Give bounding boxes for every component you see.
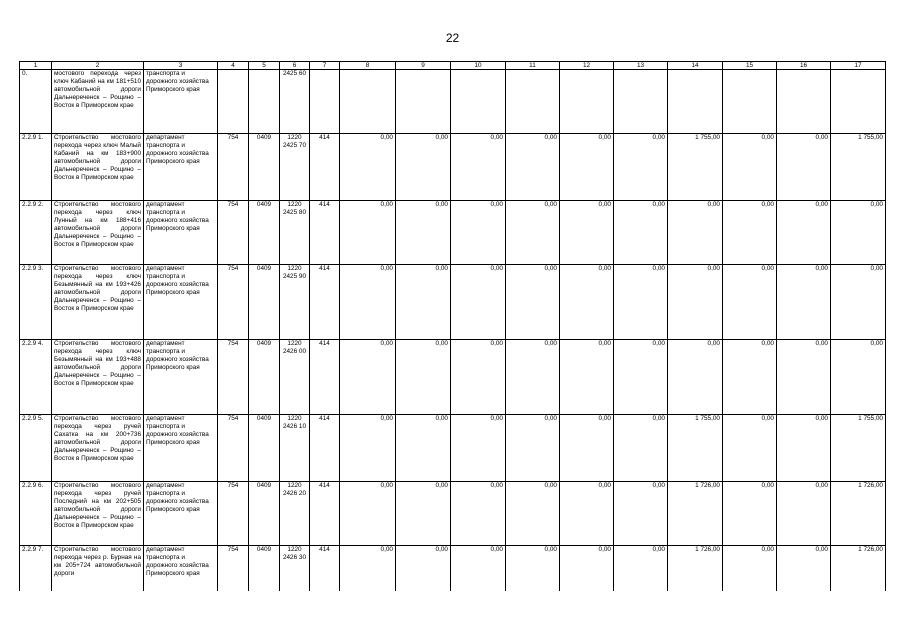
table-row [20,482,886,546]
amount-cell: 0,00 [723,265,777,340]
code-cell [310,70,340,134]
amount-cell [831,70,886,134]
amount-cell: 0,00 [831,340,886,415]
amount-cell: 0,00 [396,201,451,265]
amount-cell: 0,00 [831,201,886,265]
amount-cell: 0,00 [506,415,560,482]
amount-cell: 0,00 [614,134,668,201]
measure-name-cell: Строительство мостового перехода через ручей Сахатка на км 200+736 автомобильной дороги Дальнереченск – Рощино – Восток в Приморском крае [52,415,144,482]
organization-cell: департамент транспорта и дорожного хозяйства Приморского края [144,415,218,482]
amount-cell: 0,00 [340,546,396,591]
amount-cell: 0,00 [396,546,451,591]
amount-cell: 0,00 [451,546,506,591]
budget-table [19,61,886,591]
code-cell: 0409 [249,415,280,482]
amount-cell: 0,00 [396,482,451,546]
amount-cell: 0,00 [506,482,560,546]
amount-cell: 0,00 [506,546,560,591]
amount-cell: 0,00 [560,546,614,591]
amount-cell: 0,00 [451,340,506,415]
code-cell: 1220 2426 20 [280,482,310,546]
amount-cell [777,70,831,134]
amount-cell: 0,00 [506,265,560,340]
table-row [20,134,886,201]
column-header: 12 [560,62,614,70]
amount-cell: 0,00 [451,482,506,546]
column-header: 16 [777,62,831,70]
organization-cell: департамент транспорта и дорожного хозяйства Приморского края [144,340,218,415]
amount-cell [451,70,506,134]
code-cell: 0409 [249,134,280,201]
code-cell: 414 [310,415,340,482]
column-header: 11 [506,62,560,70]
amount-cell: 0,00 [723,201,777,265]
amount-cell: 0,00 [506,201,560,265]
organization-cell: департамент транспорта и дорожного хозяйства Приморского края [144,546,218,591]
amount-cell: 0,00 [560,340,614,415]
row-number-cell: 2.2.9 1. [20,134,52,201]
code-cell: 0409 [249,546,280,591]
column-header: 17 [831,62,886,70]
amount-cell: 0,00 [560,482,614,546]
code-cell: 0409 [249,482,280,546]
amount-cell: 1 755,00 [831,415,886,482]
column-header: 9 [396,62,451,70]
code-cell: 414 [310,482,340,546]
organization-cell: транспорта и дорожного хозяйства Приморского края [144,70,218,134]
code-cell: 754 [218,340,249,415]
code-cell: 0409 [249,340,280,415]
amount-cell: 0,00 [340,265,396,340]
row-number-cell: 2.2.9 6. [20,482,52,546]
amount-cell: 0,00 [560,265,614,340]
amount-cell: 0,00 [506,134,560,201]
code-cell: 2425 60 [280,70,310,134]
amount-cell: 0,00 [506,340,560,415]
amount-cell: 0,00 [723,482,777,546]
amount-cell: 0,00 [451,201,506,265]
amount-cell [396,70,451,134]
amount-cell: 0,00 [396,134,451,201]
code-cell: 1220 2425 80 [280,201,310,265]
amount-cell: 0,00 [451,134,506,201]
table-row [20,546,886,591]
amount-cell: 0,00 [777,265,831,340]
code-cell: 754 [218,134,249,201]
row-number-cell: 2.2.9 3. [20,265,52,340]
amount-cell: 0,00 [340,201,396,265]
column-header: 10 [451,62,506,70]
row-number-cell: 2.2.9 5. [20,415,52,482]
code-cell: 1220 2425 90 [280,265,310,340]
code-cell: 754 [218,482,249,546]
measure-name-cell: Строительство мостового перехода через ключ Безымянный на км 193+488 автомобильной дороги Дальнереченск – Рощино – Восток в Приморском крае [52,340,144,415]
amount-cell: 1 726,00 [668,546,723,591]
column-number-row [20,62,886,70]
column-header: 6 [280,62,310,70]
organization-cell: департамент транспорта и дорожного хозяйства Приморского края [144,482,218,546]
amount-cell: 0,00 [668,340,723,415]
table-row [20,70,886,134]
row-number-cell: 0. [20,70,52,134]
amount-cell: 0,00 [340,134,396,201]
row-number-cell: 2.2.9 2. [20,201,52,265]
amount-cell: 0,00 [723,134,777,201]
amount-cell [723,70,777,134]
amount-cell: 0,00 [777,201,831,265]
amount-cell: 0,00 [560,201,614,265]
code-cell [249,70,280,134]
code-cell: 1220 2426 30 [280,546,310,591]
amount-cell: 0,00 [614,340,668,415]
amount-cell: 0,00 [614,546,668,591]
column-header: 5 [249,62,280,70]
measure-name-cell: мостового перехода через ключ Кабаний на км 181+510 автомобильной дороги Дальнереченск – Рощино – Восток в Приморском крае [52,70,144,134]
amount-cell: 1 755,00 [831,134,886,201]
code-cell: 0409 [249,201,280,265]
amount-cell: 0,00 [668,265,723,340]
amount-cell: 0,00 [396,340,451,415]
amount-cell: 0,00 [668,201,723,265]
amount-cell: 0,00 [396,265,451,340]
amount-cell: 0,00 [614,415,668,482]
row-number-cell: 2.2.9 4. [20,340,52,415]
code-cell: 0409 [249,265,280,340]
amount-cell: 0,00 [451,415,506,482]
amount-cell: 0,00 [396,415,451,482]
measure-name-cell: Строительство мостового перехода через р. Бурная на км 205+724 автомобильной дороги [52,546,144,591]
table-row [20,415,886,482]
amount-cell: 0,00 [560,415,614,482]
column-header: 1 [20,62,52,70]
code-cell: 414 [310,546,340,591]
measure-name-cell: Строительство мостового перехода через ключ Лунный на км 188+416 автомобильной дороги Дальнереченск – Рощино – Восток в Приморском крае [52,201,144,265]
amount-cell: 0,00 [777,134,831,201]
measure-name-cell: Строительство мостового перехода через ключ Безымянный на км 193+426 автомобильной дороги Дальнереченск – Рощино – Восток в Приморском крае [52,265,144,340]
amount-cell: 0,00 [723,546,777,591]
amount-cell: 0,00 [340,415,396,482]
code-cell: 414 [310,340,340,415]
table-row [20,265,886,340]
amount-cell: 0,00 [777,546,831,591]
amount-cell [506,70,560,134]
column-header: 14 [668,62,723,70]
amount-cell: 0,00 [777,482,831,546]
code-cell: 754 [218,546,249,591]
code-cell: 1220 2426 10 [280,415,310,482]
amount-cell: 1 726,00 [831,482,886,546]
organization-cell: департамент транспорта и дорожного хозяйства Приморского края [144,134,218,201]
column-header: 3 [144,62,218,70]
amount-cell: 1 755,00 [668,134,723,201]
amount-cell: 0,00 [451,265,506,340]
amount-cell: 0,00 [614,265,668,340]
amount-cell: 0,00 [560,134,614,201]
code-cell [218,70,249,134]
code-cell: 754 [218,201,249,265]
code-cell: 754 [218,265,249,340]
table-row [20,340,886,415]
amount-cell: 0,00 [340,340,396,415]
code-cell: 414 [310,134,340,201]
amount-cell [668,70,723,134]
amount-cell [614,70,668,134]
organization-cell: департамент транспорта и дорожного хозяйства Приморского края [144,201,218,265]
amount-cell: 0,00 [723,340,777,415]
code-cell: 1220 2426 00 [280,340,310,415]
code-cell: 414 [310,265,340,340]
amount-cell: 0,00 [614,482,668,546]
measure-name-cell: Строительство мостового перехода через ключ Малый Кабаний на км 183+900 автомобильной дороги Дальнереченск – Рощино – Восток в Приморском крае [52,134,144,201]
amount-cell: 1 726,00 [668,482,723,546]
amount-cell: 1 726,00 [831,546,886,591]
code-cell: 414 [310,201,340,265]
code-cell: 1220 2425 70 [280,134,310,201]
column-header: 4 [218,62,249,70]
amount-cell: 0,00 [777,340,831,415]
amount-cell: 0,00 [340,482,396,546]
organization-cell: департамент транспорта и дорожного хозяйства Приморского края [144,265,218,340]
row-number-cell: 2.2.9 7. [20,546,52,591]
column-header: 8 [340,62,396,70]
column-header: 13 [614,62,668,70]
column-header: 2 [52,62,144,70]
amount-cell [340,70,396,134]
amount-cell: 0,00 [831,265,886,340]
column-header: 7 [310,62,340,70]
code-cell: 754 [218,415,249,482]
page-number: 22 [445,31,460,45]
amount-cell [560,70,614,134]
measure-name-cell: Строительство мостового перехода через ручей Последний на км 202+505 автомобильной дороги Дальнереченск – Рощино – Восток в Приморском крае [52,482,144,546]
amount-cell: 0,00 [777,415,831,482]
amount-cell: 1 755,00 [668,415,723,482]
amount-cell: 0,00 [614,201,668,265]
amount-cell: 0,00 [723,415,777,482]
column-header: 15 [723,62,777,70]
table-row [20,201,886,265]
